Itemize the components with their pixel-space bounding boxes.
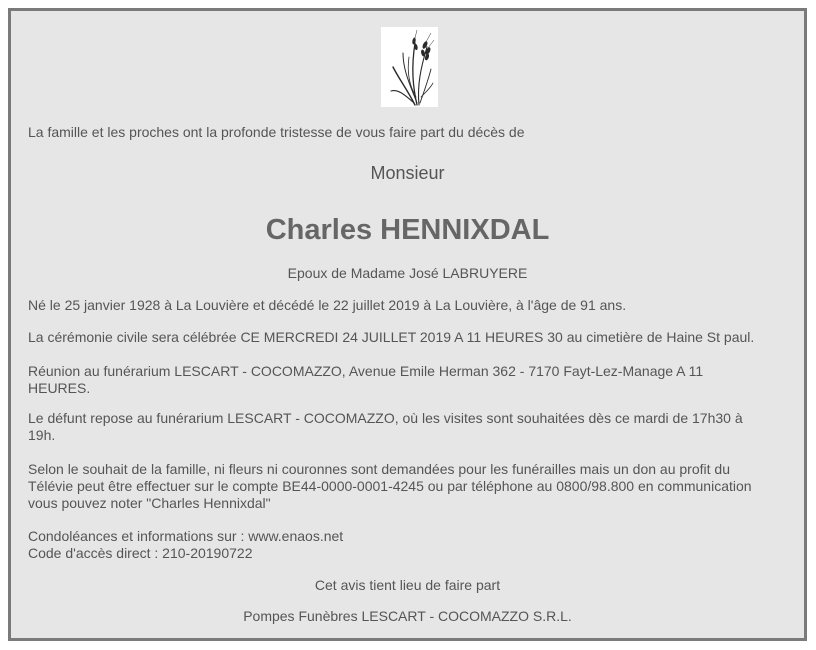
intro-text: La famille et les proches ont la profonde tristesse de vous faire part du décès de [28, 124, 525, 140]
condolences-line: Condoléances et informations sur : www.enaos.net [28, 528, 344, 544]
logo [381, 27, 438, 107]
obituary-card [8, 8, 807, 641]
birth-death-line: Né le 25 janvier 1928 à La Louvière et décédé le 22 juillet 2019 à La Louvière, à l'âge de 91 ans. [28, 297, 627, 313]
funeral-home-line: Pompes Funèbres LESCART - COCOMAZZO S.R.L. [243, 608, 572, 624]
condolences-paragraph [28, 528, 788, 562]
wishes-line-2: Télévie peut être effectuer sur le compte BE44-0000-0001-4245 ou par téléphone au 0800/98.800 en communication [28, 478, 752, 494]
visit-line-2: 19h. [28, 427, 56, 443]
gathering-paragraph [28, 363, 788, 397]
visit-paragraph [28, 410, 788, 444]
deceased-name: Charles HENNIXDAL [265, 214, 550, 246]
spouse-line: Epoux de Madame José LABRUYERE [287, 265, 528, 281]
wishes-paragraph [28, 461, 788, 512]
gathering-line-2: HEURES. [28, 380, 91, 396]
wheat-stalk-icon [381, 27, 438, 107]
ceremony-line: La cérémonie civile sera célébrée CE MERCREDI 24 JUILLET 2019 A 11 HEURES 30 au cimetière de Haine St paul. [28, 329, 755, 345]
gathering-line-1: Réunion au funérarium LESCART - COCOMAZZO, Avenue Emile Herman 362 - 7170 Fayt-Lez-Manage A 11 [28, 363, 704, 379]
notice-line: Cet avis tient lieu de faire part [314, 577, 501, 593]
access-code-line: Code d'accès direct : 210-20190722 [28, 545, 253, 561]
visit-line-1: Le défunt repose au funérarium LESCART - COCOMAZZO, où les visites sont souhaitées dès ce mardi de 17h30 à [28, 410, 743, 426]
wishes-line-3: vous pouvez noter "Charles Hennixdal" [28, 495, 271, 511]
civility: Monsieur [370, 163, 445, 183]
wishes-line-1: Selon le souhait de la famille, ni fleurs ni couronnes sont demandées pour les funérailles mais un don au profit du [28, 461, 730, 477]
